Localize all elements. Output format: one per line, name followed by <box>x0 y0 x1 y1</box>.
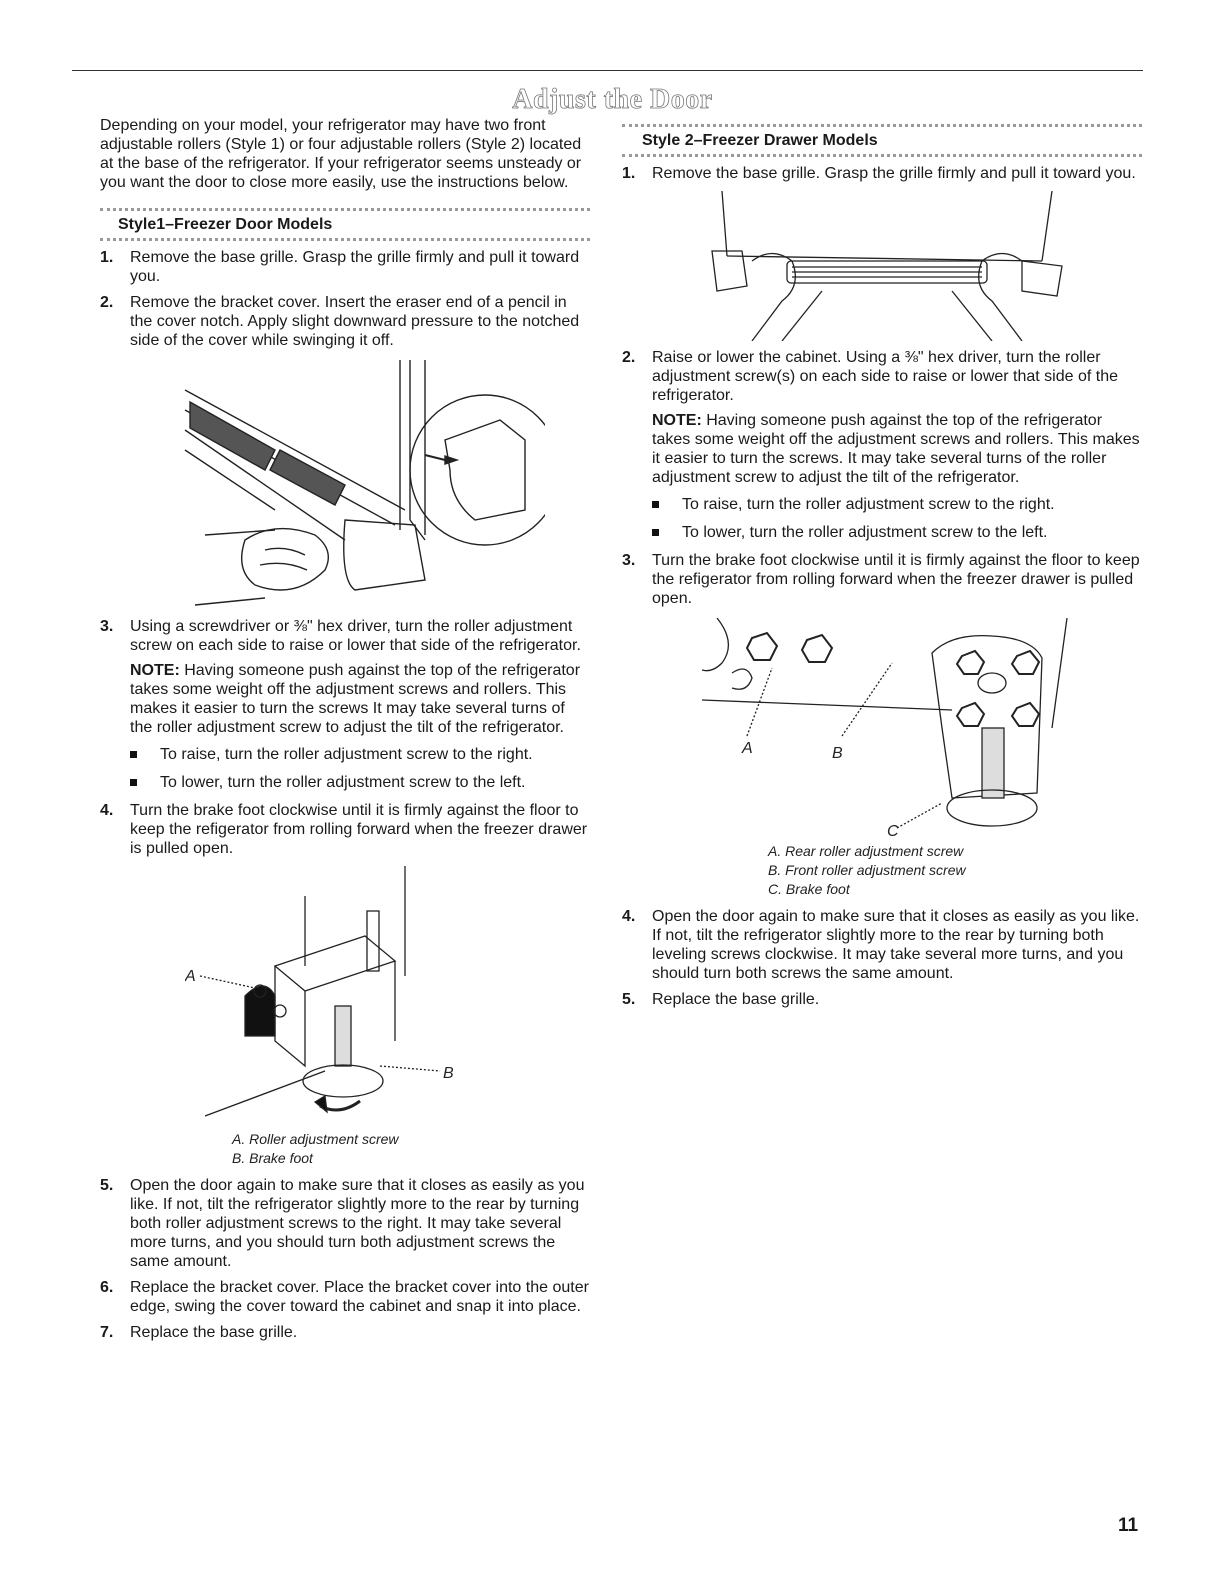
note-text: Having someone push against the top of the refrigerator takes some weight off the adjustment screws and rollers. This makes it easier to turn the screws It may take several turns of the roller adjustment screw to adjust the tilt of the refrigerator. <box>130 662 581 736</box>
step-text: Turn the brake foot clockwise until it is firmly against the floor to keep the refigerator from rolling forward when the freezer drawer is pulled open. <box>652 552 1140 607</box>
top-rule <box>72 70 1143 71</box>
step-number: 5. <box>100 1177 114 1194</box>
caption: C. Brake foot <box>768 881 850 897</box>
step-text: Open the door again to make sure that it closes as easily as you like. If not, tilt the refrigerator slightly more to the rear by turning both roller adjustment screws to the right. It may take several more turns, and you should turn both adjustment screws the same amount. <box>130 1177 585 1270</box>
bullet-list <box>130 745 590 792</box>
style2-captions <box>768 842 1142 899</box>
style2-step-4 <box>622 907 1142 983</box>
step-number: 2. <box>100 294 114 311</box>
roller-brake-illustration <box>185 866 505 1126</box>
note-label: NOTE: <box>130 662 180 679</box>
bullet-item: To lower, turn the roller adjustment screw to the left. <box>130 773 590 792</box>
style2-steps <box>622 164 1142 183</box>
style1-step-5 <box>100 1176 590 1271</box>
base-grille-illustration <box>692 191 1072 341</box>
caption: B. Front roller adjustment screw <box>768 862 966 878</box>
step-number: 3. <box>622 552 636 569</box>
step-number: 4. <box>622 908 636 925</box>
style1-heading: Style1–Freezer Door Models <box>100 208 590 241</box>
note-label: NOTE: <box>652 412 702 429</box>
label-c: C <box>887 823 899 838</box>
style1-steps-continued <box>100 617 590 858</box>
note <box>652 411 1142 487</box>
step-text: Raise or lower the cabinet. Using a ⅜" hex driver, turn the roller adjustment screw(s) on each side to raise or lower that side of the refrigerator. <box>652 349 1118 404</box>
style1-captions <box>232 1130 590 1168</box>
bullet-item: To raise, turn the roller adjustment screw to the right. <box>652 495 1142 514</box>
style2-step-2 <box>622 348 1142 542</box>
label-a: A <box>185 968 196 985</box>
intro-paragraph: Depending on your model, your refrigerator may have two front adjustable rollers (Style 1) or four adjustable rollers (Style 2) located at the base of the refrigerator. If your refrigerator seems unsteady or you want the door to close more easily, use the instructions below. <box>100 117 582 191</box>
note <box>130 661 590 737</box>
page-number: 11 <box>1118 1515 1139 1536</box>
bullet-item: To raise, turn the roller adjustment screw to the right. <box>130 745 590 764</box>
caption: A. Roller adjustment screw <box>232 1131 399 1147</box>
step-number: 1. <box>622 165 636 182</box>
step-text: Turn the brake foot clockwise until it is firmly against the floor to keep the refigerator from rolling forward when the freezer drawer is pulled open. <box>130 802 588 857</box>
step-text: Remove the base grille. Grasp the grille firmly and pull it toward you. <box>130 249 580 285</box>
label-a: A <box>742 740 753 757</box>
page-title: Adjust the Door <box>512 84 713 115</box>
style2-steps-continued <box>622 348 1142 608</box>
style2-steps-final <box>622 907 1142 1009</box>
label-b: B <box>832 745 843 762</box>
step-number: 1. <box>100 249 114 266</box>
step-number: 6. <box>100 1279 114 1296</box>
step-number: 7. <box>100 1324 114 1341</box>
style1-step-2 <box>100 293 590 350</box>
caption: B. Brake foot <box>232 1150 313 1166</box>
style2-step-5 <box>622 990 1142 1009</box>
bracket-cover-illustration <box>145 360 545 610</box>
step-text: Open the door again to make sure that it closes as easily as you like. If not, tilt the refrigerator slightly more to the rear by turning both leveling screws clockwise. It may take several more turns, and you should turn both screws the same amount. <box>652 908 1140 982</box>
label-b: B <box>443 1065 454 1082</box>
style1-step-6 <box>100 1278 590 1316</box>
caption: A. Rear roller adjustment screw <box>768 843 964 859</box>
left-column <box>100 116 590 1342</box>
style1-step-7 <box>100 1323 590 1342</box>
drawer-roller-illustration <box>692 618 1072 838</box>
step-text: Remove the base grille. Grasp the grille firmly and pull it toward you. <box>652 165 1136 182</box>
step-text: Replace the bracket cover. Place the bracket cover into the outer edge, swing the cover toward the cabinet and snap it into place. <box>130 1279 589 1315</box>
step-text: Using a screwdriver or ⅜" hex driver, turn the roller adjustment screw on each side to raise or lower that side of the refrigerator. <box>130 618 581 654</box>
right-column <box>622 116 1142 1009</box>
style1-steps-final <box>100 1176 590 1342</box>
style1-step-4 <box>100 801 590 858</box>
style2-step-1 <box>622 164 1142 183</box>
style1-steps <box>100 248 590 350</box>
bullet-list <box>652 495 1142 542</box>
step-text: Remove the bracket cover. Insert the eraser end of a pencil in the cover notch. Apply slight downward pressure to the notched side of the cover while swinging it off. <box>130 294 580 349</box>
style2-step-3 <box>622 551 1142 608</box>
step-text: Replace the base grille. <box>652 991 820 1008</box>
step-number: 5. <box>622 991 636 1008</box>
style2-heading: Style 2–Freezer Drawer Models <box>622 124 1142 157</box>
step-text: Replace the base grille. <box>130 1324 298 1341</box>
bullet-item: To lower, turn the roller adjustment screw to the left. <box>652 523 1142 542</box>
style1-step-1 <box>100 248 590 286</box>
note-text: Having someone push against the top of the refrigerator takes some weight off the adjustment screws and rollers. This makes it easier to turn the screws. It may take several turns of the roller adjustment screw to adjust the tilt of the refrigerator. <box>652 412 1140 486</box>
style1-step-3 <box>100 617 590 792</box>
step-number: 2. <box>622 349 636 366</box>
step-number: 4. <box>100 802 114 819</box>
step-number: 3. <box>100 618 114 635</box>
